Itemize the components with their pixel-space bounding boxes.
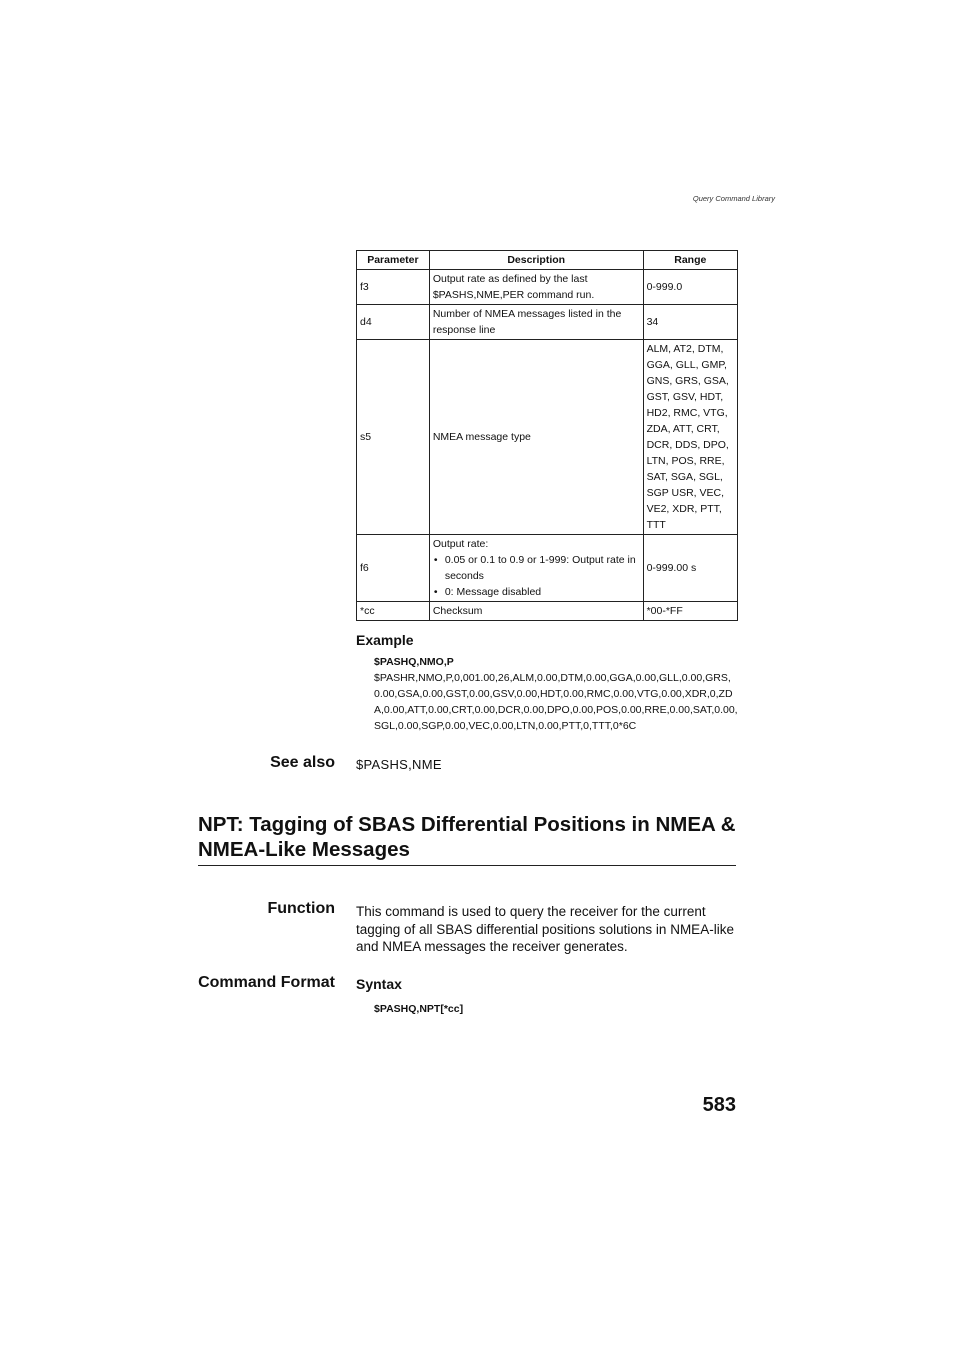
section-title: NPT: Tagging of SBAS Differential Positions in NMEA & NMEA-Like Messages <box>198 813 736 861</box>
list-item: • 0.05 or 0.1 to 0.9 or 1-999: Output rate in seconds <box>445 552 640 584</box>
list-item: • 0: Message disabled <box>445 584 640 600</box>
table-row <box>357 270 738 305</box>
table-header-row <box>357 251 738 270</box>
range-cell: ALM, AT2, DTM, GGA, GLL, GMP, GNS, GRS, GSA, GST, GSV, HDT, HD2, RMC, VTG, ZDA, ATT, CRT, DCR, DDS, DPO, LTN, POS, RRE, SAT, SGA, SGL, SGP USR, VEC, VE2, XDR, PTT, TTT <box>643 340 737 535</box>
range-cell: *00-*FF <box>643 602 737 621</box>
example-heading: Example <box>356 632 414 648</box>
column-header-range: Range <box>643 251 737 270</box>
syntax-heading: Syntax <box>356 976 402 992</box>
desc-cell: Output rate as defined by the last $PASHS,NME,PER command run. <box>429 270 643 305</box>
see-also-value: $PASHS,NME <box>356 757 442 772</box>
table-row <box>357 602 738 621</box>
param-cell: f6 <box>357 535 430 602</box>
range-cell: 0-999.00 s <box>643 535 737 602</box>
table-row <box>357 305 738 340</box>
bullet-list <box>433 552 640 600</box>
range-cell: 34 <box>643 305 737 340</box>
page-number: 583 <box>702 1094 736 1116</box>
param-cell: d4 <box>357 305 430 340</box>
desc-intro: Output rate: <box>432 538 489 550</box>
function-text: This command is used to query the receiver for the current tagging of all SBAS differential positions solutions in NMEA-like and NMEA messages the receiver generates. <box>356 904 734 954</box>
desc-cell <box>429 535 643 602</box>
desc-cell: Number of NMEA messages listed in the response line <box>429 305 643 340</box>
desc-cell: Checksum <box>429 602 643 621</box>
table-row <box>357 340 738 535</box>
param-cell: f3 <box>357 270 430 305</box>
param-cell: *cc <box>357 602 430 621</box>
range-cell: 0-999.0 <box>643 270 737 305</box>
section-divider <box>198 865 736 866</box>
parameter-table <box>356 250 738 621</box>
table-row <box>357 535 738 602</box>
running-head: Query Command Library <box>692 194 775 203</box>
column-header-parameter: Parameter <box>357 251 430 270</box>
param-cell: s5 <box>357 340 430 535</box>
column-header-description: Description <box>429 251 643 270</box>
desc-cell: NMEA message type <box>429 340 643 535</box>
see-also-label: See also <box>270 754 335 771</box>
example-response: $PASHR,NMO,P,0,001.00,26,ALM,0.00,DTM,0.00,GGA,0.00,GLL,0.00,GRS,0.00,GSA,0.00,GST,0.00,GSV,0.00,HDT,0.00,RMC,0.00,VTG,0.00,XDR,0,ZDA,0.00,ATT,0.00,CRT,0.00,DCR,0.00,DPO,0.00,POS,0.00,RRE,0.00,SAT,0.00,SGL,0.00,SGP,0.00,VEC,0.00,LTN,0.00,PTT,0,TTT,0*6C <box>374 672 738 732</box>
syntax-code: $PASHQ,NPT[*cc] <box>374 1003 464 1015</box>
command-format-label: Command Format <box>198 974 335 991</box>
function-label: Function <box>267 900 335 917</box>
example-command: $PASHQ,NMO,P <box>374 656 454 668</box>
